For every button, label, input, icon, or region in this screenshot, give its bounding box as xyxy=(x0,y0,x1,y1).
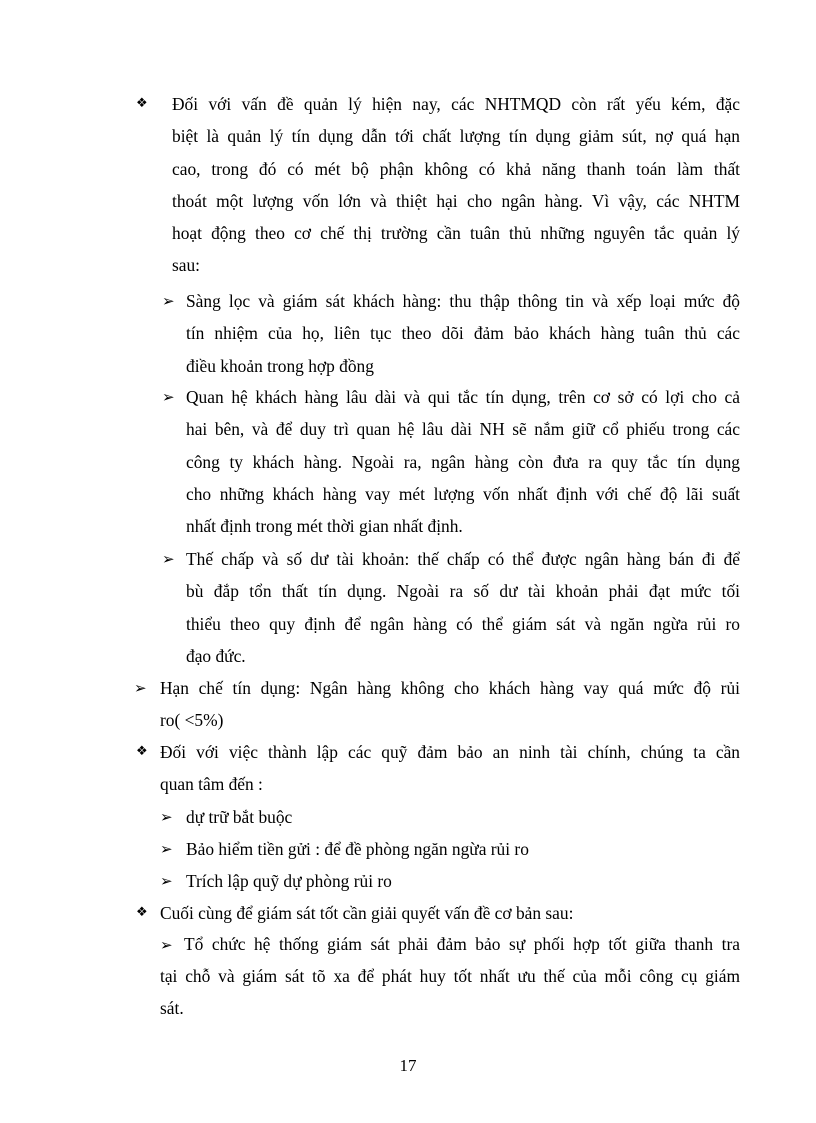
text-line: biệt là quản lý tín dụng dẫn tới chất lượng tín dụng giảm sút, nợ quá hạn xyxy=(172,126,740,147)
text-segment: Tổ chức hệ thống giám sát phải đảm bảo sự phối hợp tốt giữa thanh tra xyxy=(184,934,740,954)
text-line: tại chỗ và giám sát tõ xa để phát huy tốt nhất ưu thế của mỗi công cụ giám xyxy=(160,966,740,986)
arrow-bullet-icon: ➢ xyxy=(160,808,173,826)
item-risk-provision xyxy=(186,865,740,897)
paragraph-collateral xyxy=(186,543,740,672)
paragraph-customer-screening xyxy=(186,285,740,382)
paragraph-long-term-relationship xyxy=(186,381,740,542)
text-line: bù đắp tổn thất tín dụng. Ngoài ra số dư tài khoản phải đạt mức tối xyxy=(186,581,740,602)
text-line: sát. xyxy=(160,998,184,1019)
item-deposit-insurance xyxy=(186,833,740,865)
arrow-bullet-icon: ➢ xyxy=(162,550,175,568)
text-line: ro( <5%) xyxy=(160,710,224,731)
diamond-bullet-icon: ❖ xyxy=(136,96,148,111)
text-line: sau: xyxy=(172,255,201,276)
text-line: nhất định trong mét thời gian nhất định. xyxy=(186,516,463,537)
paragraph-supervision-system xyxy=(160,928,740,961)
text-line: Trích lập quỹ dự phòng rủi ro xyxy=(186,871,392,891)
text-line: cho những khách hàng vay mét lượng vốn nhất định với chế độ lãi suất xyxy=(186,483,740,504)
text-line: Bảo hiểm tiền gửi : để đề phòng ngăn ngừa rủi ro xyxy=(186,839,529,859)
text-line: tín nhiệm của họ, liên tục theo dõi đảm bảo khách hàng tuân thủ các xyxy=(186,323,740,344)
text-line: Thế chấp và số dư tài khoản: thế chấp có thể được ngân hàng bán đi để xyxy=(186,549,740,569)
text-line: Đối với vấn đề quản lý hiện nay, các NHTMQD còn rất yếu kém, đặc xyxy=(172,94,740,114)
text-line: dự trữ bắt buộc xyxy=(186,807,293,827)
text-line: hai bên, và để duy trì quan hệ lâu dài NH sẽ nắm giữ cổ phiếu trong các xyxy=(186,419,740,440)
arrow-bullet-icon: ➢ xyxy=(160,840,173,858)
text-line: đạo đức. xyxy=(186,645,246,666)
text-line: hoạt động theo cơ chế thị trường cần tuân thủ những nguyên tắc quản lý xyxy=(172,223,740,244)
paragraph-final-supervision xyxy=(160,897,740,929)
text-line xyxy=(160,928,740,961)
text-line: Sàng lọc và giám sát khách hàng: thu thập thông tin và xếp loại mức độ xyxy=(186,291,740,311)
diamond-bullet-icon: ❖ xyxy=(136,905,148,920)
text-line: quan tâm đến : xyxy=(160,774,263,795)
text-line: thoát một lượng vốn lớn và thiệt hại cho ngân hàng. Vì vậy, các NHTM xyxy=(172,190,740,211)
text-line: điều khoản trong hợp đồng xyxy=(186,355,374,376)
arrow-bullet-icon: ➢ xyxy=(162,292,175,310)
text-line: cao, trong đó có mét bộ phận không có khả năng thanh toán làm thất xyxy=(172,158,740,179)
arrow-bullet-icon: ➢ xyxy=(162,388,175,406)
paragraph-supervision-system-cont xyxy=(160,960,740,1025)
arrow-bullet-icon: ➢ xyxy=(160,936,173,954)
arrow-bullet-icon: ➢ xyxy=(134,679,147,697)
text-line: Quan hệ khách hàng lâu dài và qui tắc tín dụng, trên cơ sở có lợi cho cả xyxy=(186,387,740,407)
paragraph-security-funds xyxy=(160,736,740,801)
text-line: Hạn chế tín dụng: Ngân hàng không cho khách hàng vay quá mức độ rủi xyxy=(160,678,740,698)
page-number: 17 xyxy=(399,1056,417,1075)
text-line: thiểu theo quy định để ngân hàng có thể giám sát và ngăn ngừa rủi ro xyxy=(186,613,740,634)
text-line: Đối với việc thành lập các quỹ đảm bảo an ninh tài chính, chúng ta cần xyxy=(160,742,740,762)
diamond-bullet-icon: ❖ xyxy=(136,744,148,759)
paragraph-credit-limit xyxy=(160,672,740,737)
paragraph-management-issues xyxy=(172,88,740,282)
arrow-bullet-icon: ➢ xyxy=(160,872,173,890)
text-line: Cuối cùng để giám sát tốt cần giải quyết vấn đề cơ bản sau: xyxy=(160,903,574,923)
text-line: công ty khách hàng. Ngoài ra, ngân hàng còn đưa ra quy tắc tín dụng xyxy=(186,451,740,472)
item-required-reserve xyxy=(186,801,740,833)
